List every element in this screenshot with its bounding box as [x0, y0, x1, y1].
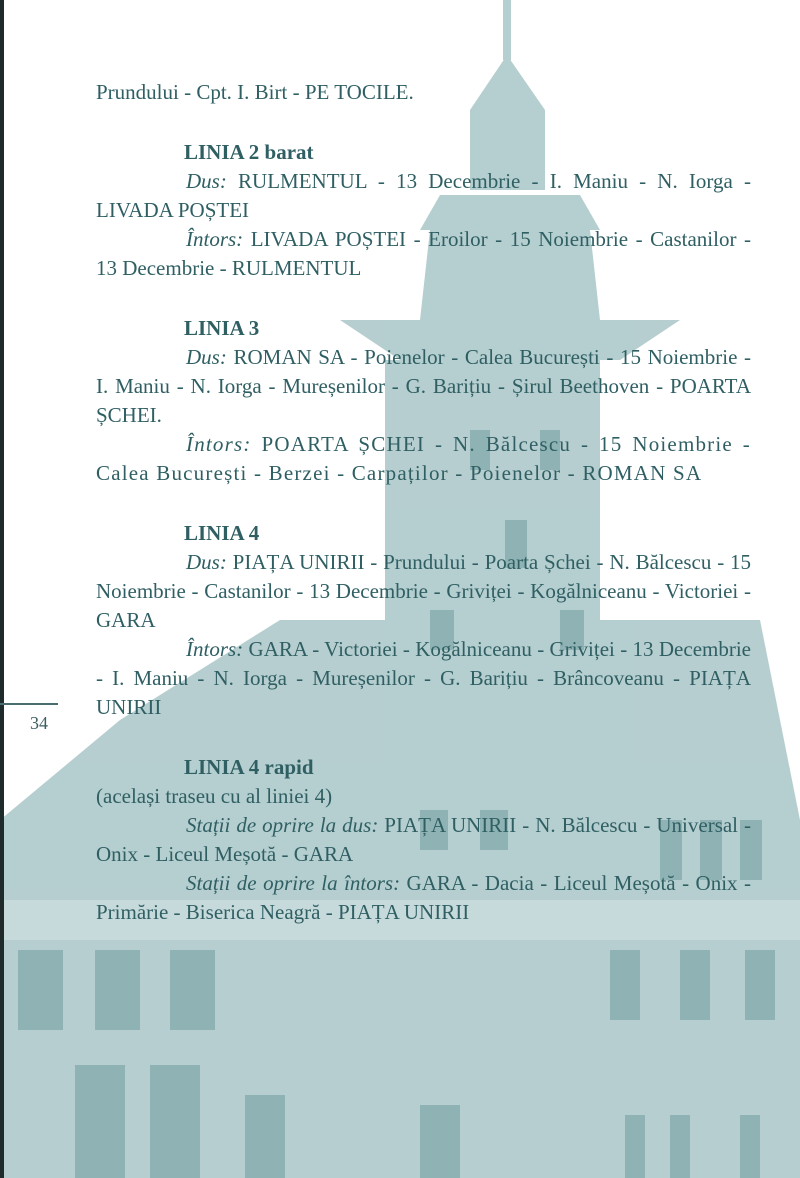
route-intors: [96, 635, 751, 722]
route-dus: [96, 343, 751, 430]
intors-stops: POARTA ȘCHEI - N. Bălcescu - 15 Noiembrie - Calea București - Berzei - Carpaților - Poienelor - ROMAN SA: [96, 432, 751, 485]
intors-stops: GARA - Victoriei - Kogălniceanu - Griviței - 13 Decembrie - I. Maniu - N. Iorga - Mureșenilor - G. Barițiu - Brâncoveanu - PIAȚA UNIRII: [96, 637, 751, 719]
route-linia-4-rapid: [96, 752, 751, 927]
dus-stops: PIAȚA UNIRII - Prundului - Poarta Șchei - N. Bălcescu - 15 Noiembrie - Castanilor - 13 Decembrie - Griviței - Kogălniceanu - Victoriei - GARA: [96, 550, 752, 632]
route-linia-2-barat: [96, 137, 751, 283]
dus-stops: RULMENTUL - 13 Decembrie - I. Maniu - N. Iorga - LIVADA POȘTEI: [96, 169, 751, 222]
page-binding-edge: [0, 0, 4, 1178]
route-title: LINIA 4 rapid: [184, 755, 314, 779]
route-list: [96, 78, 751, 927]
intors-stops: LIVADA POȘTEI - Eroilor - 15 Noiembrie - Castanilor - 13 Decembrie - RULMENTUL: [96, 227, 751, 280]
route-linia-4: [96, 518, 751, 722]
route-intors: [96, 225, 751, 283]
dus-label: Stații de oprire la dus:: [186, 813, 379, 837]
route-dus: [96, 548, 751, 635]
dus-label: Dus:: [186, 345, 227, 369]
page-number-rule: [0, 703, 58, 705]
intors-stops: GARA - Dacia - Liceul Meșotă - Onix - Primărie - Biserica Neagră - PIAȚA UNIRII: [96, 871, 751, 924]
dus-label: Dus:: [186, 169, 227, 193]
route-linia-3: [96, 313, 751, 488]
route-title: LINIA 3: [184, 316, 260, 340]
route-title: LINIA 2 barat: [184, 140, 314, 164]
intors-label: Stații de oprire la întors:: [186, 871, 401, 895]
route-intors: [96, 430, 751, 488]
intors-label: Întors:: [186, 637, 244, 661]
route-dus: [96, 811, 751, 869]
intors-label: Întors:: [186, 432, 252, 456]
route-dus: [96, 167, 751, 225]
intors-label: Întors:: [186, 227, 244, 251]
route-title: LINIA 4: [184, 521, 260, 545]
intro-line: Prundului - Cpt. I. Birt - PE TOCILE.: [96, 80, 414, 104]
dus-stops: PIAȚA UNIRII - N. Bălcescu - Universal - Onix - Liceul Meșotă - GARA: [96, 813, 751, 866]
dus-stops: ROMAN SA - Poienelor - Calea București - 15 Noiembrie - I. Maniu - N. Iorga - Mureșenilor - G. Barițiu - Șirul Beethoven - POARTA ȘCHEI.: [96, 345, 751, 427]
dus-label: Dus:: [186, 550, 227, 574]
page-number: 34: [30, 713, 48, 733]
route-note: (același traseu cu al liniei 4): [96, 784, 333, 808]
route-intors: [96, 869, 751, 927]
